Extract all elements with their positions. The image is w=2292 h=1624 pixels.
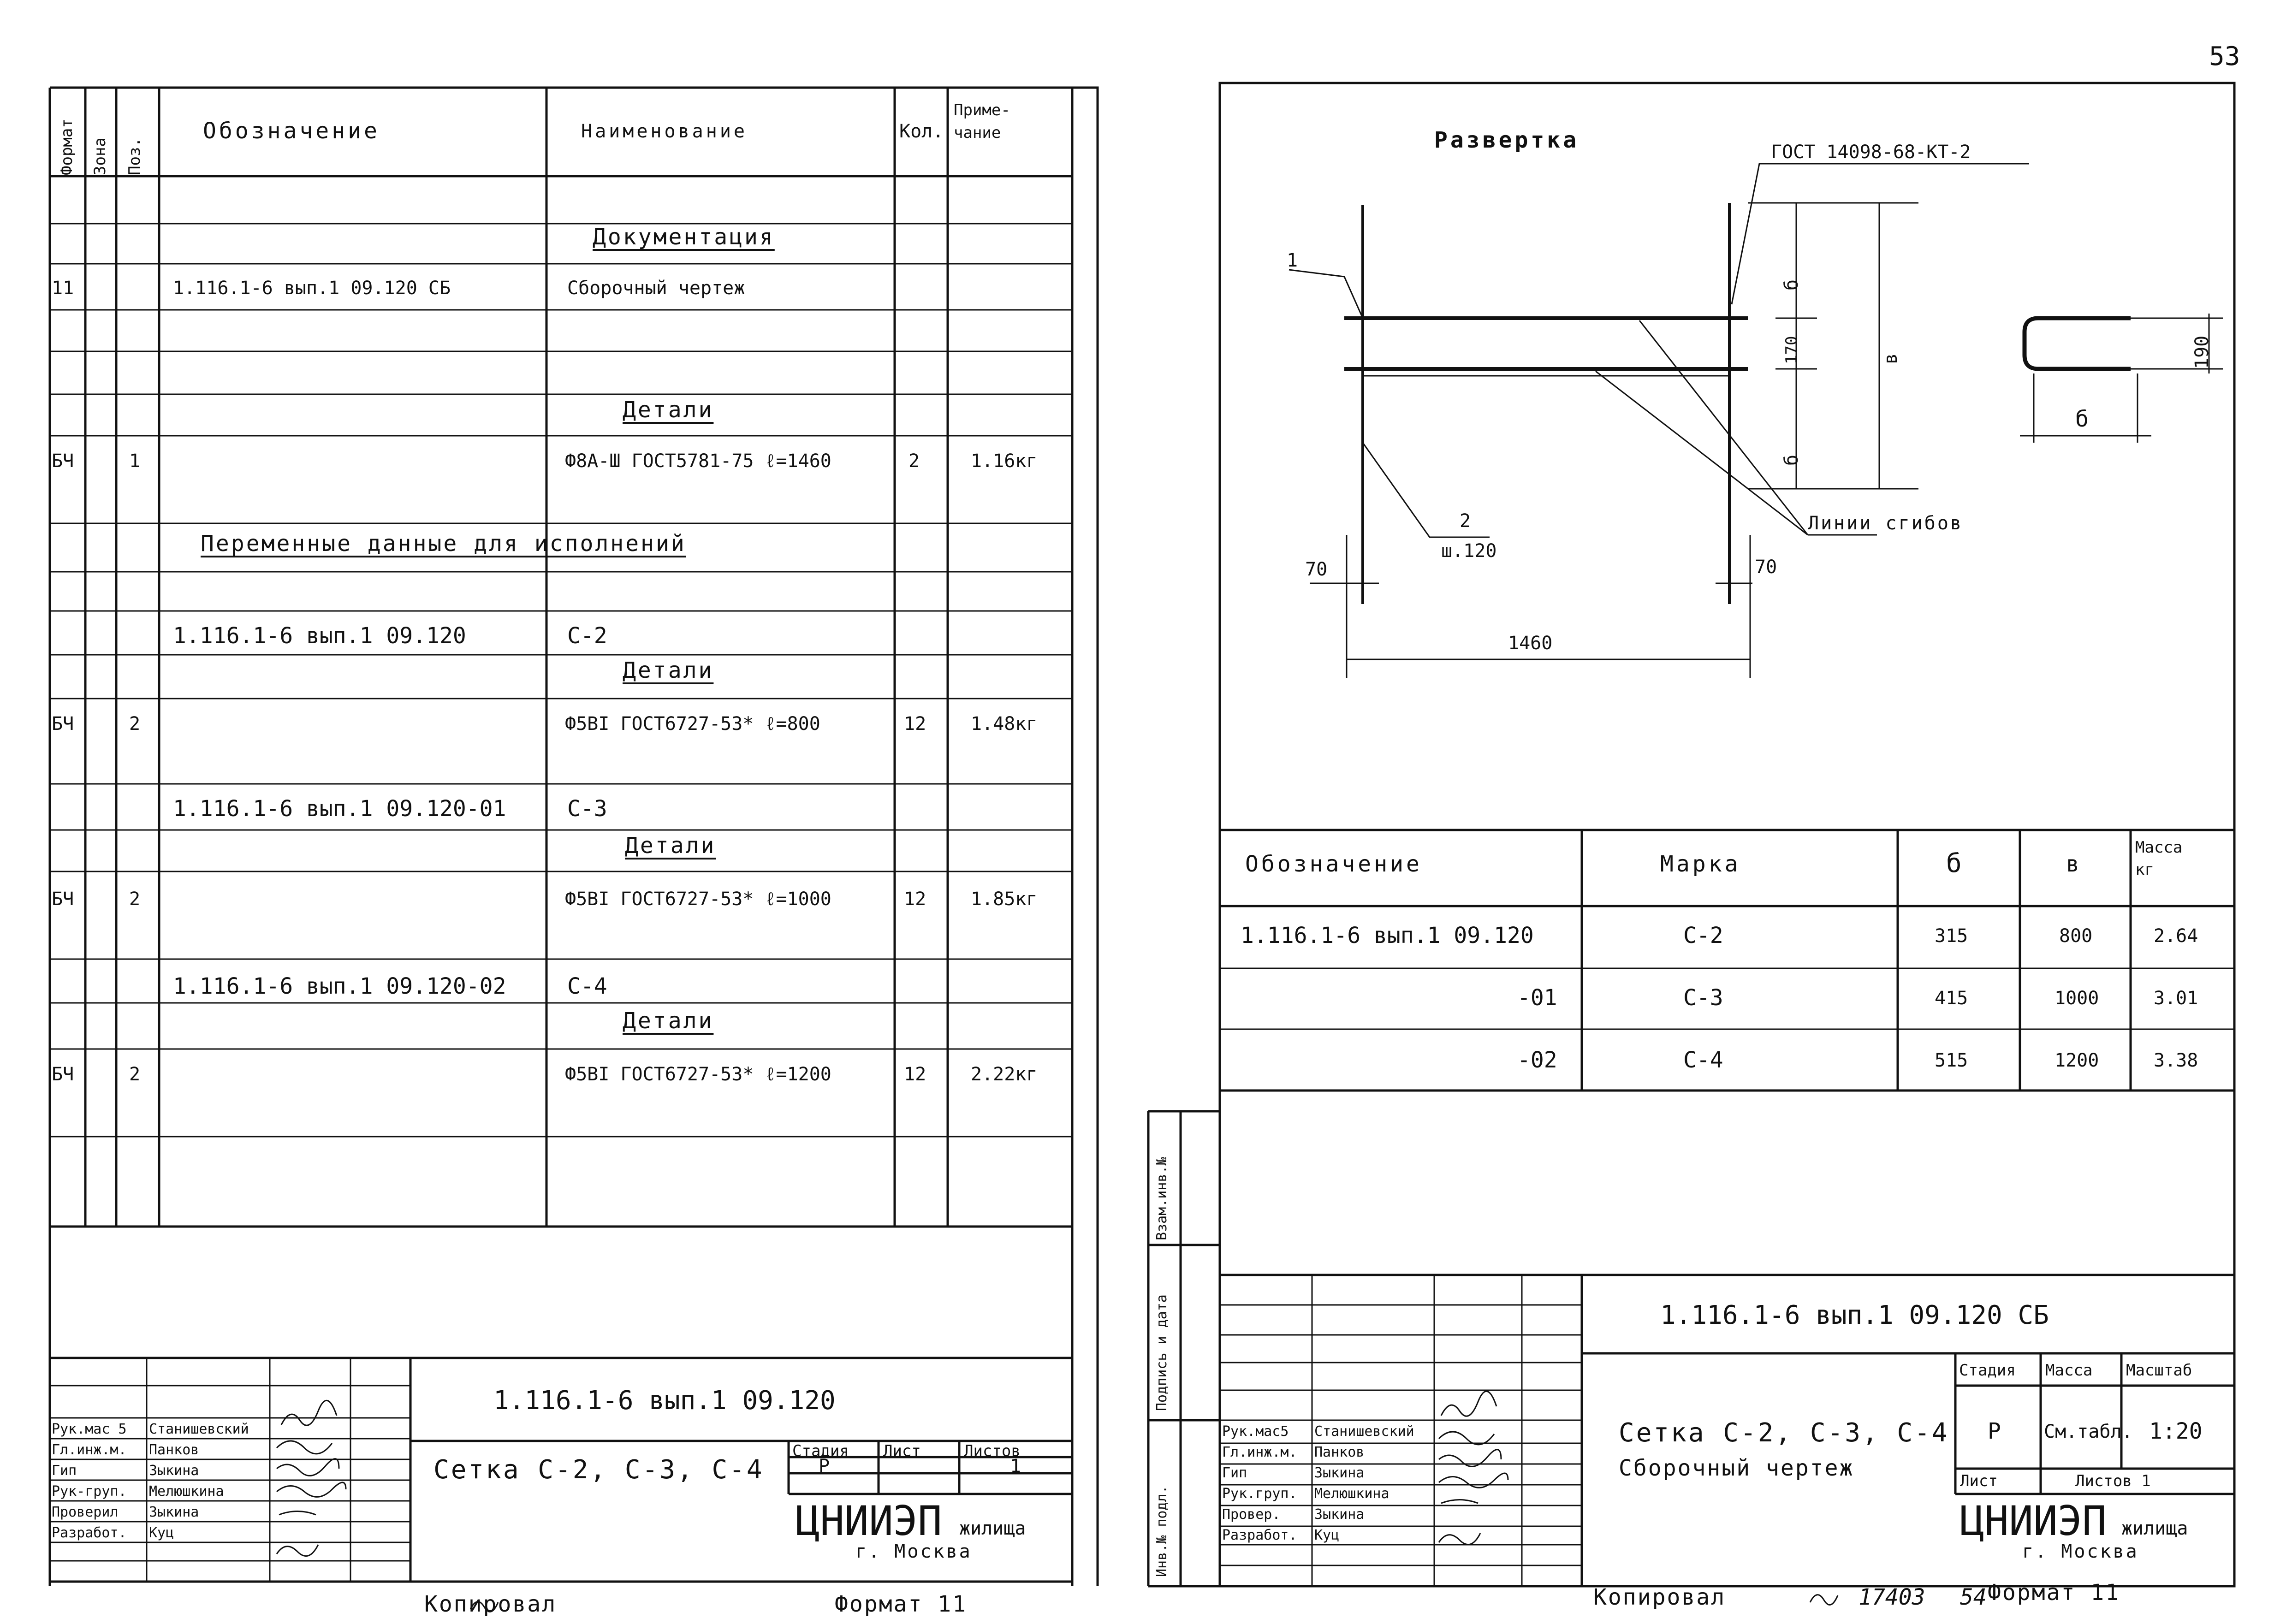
table-cell-mass: 3.38 xyxy=(2154,1050,2198,1071)
section-variable-data: Переменные данные для исполнений xyxy=(201,531,686,557)
org-logo: ЦНИИЭП xyxy=(796,1497,942,1545)
format-label: Формат 11 xyxy=(835,1591,968,1617)
role-label: Разработ. xyxy=(52,1525,127,1541)
doc-code: 1.116.1-6 вып.1 09.120 СБ xyxy=(1660,1300,2049,1330)
stage-label: Стадия xyxy=(792,1442,849,1460)
org-logo: ЦНИИЭП xyxy=(1960,1497,2107,1545)
section-heading: Детали xyxy=(623,397,714,423)
table-cell-designation: -02 xyxy=(1517,1047,1557,1073)
drawing-title: Сетка С-2, С-3, С-4 xyxy=(433,1455,764,1485)
table-cell-v: 1200 xyxy=(2054,1050,2099,1071)
person-name: Куц xyxy=(149,1525,174,1541)
stage-value: Р xyxy=(819,1456,830,1477)
row-name: Ф5ВI ГОСТ6727-53* ℓ=800 xyxy=(565,713,820,735)
org-city: г. Москва xyxy=(855,1541,972,1562)
row-format: БЧ xyxy=(52,450,74,472)
dim-190: 190 xyxy=(2191,335,2213,369)
role-label: Рук-груп. xyxy=(52,1483,127,1500)
row-qty: 12 xyxy=(904,713,926,735)
dim-1460: 1460 xyxy=(1508,633,1553,654)
table-cell-b: 415 xyxy=(1935,988,1968,1009)
side-stamp-replaced-inv: Взам.инв.№ xyxy=(1154,1157,1170,1240)
row-name: Ф5ВI ГОСТ6727-53* ℓ=1200 xyxy=(565,1064,831,1085)
col-header-designation: Обозначение xyxy=(203,118,380,144)
copy-number: 17403 xyxy=(1859,1584,1925,1610)
row-format: 11 xyxy=(52,278,74,299)
dim-70-left: 70 xyxy=(1305,559,1328,580)
row-designation: 1.116.1-6 вып.1 09.120-02 xyxy=(173,973,506,999)
row-name: С-2 xyxy=(567,623,607,649)
drawing-subtitle: Сборочный чертеж xyxy=(1619,1455,1854,1481)
role-label: Разработ. xyxy=(1222,1527,1297,1543)
gost-reference: ГОСТ 14098-68-КТ-2 xyxy=(1771,142,1971,163)
role-label: Гл.инж.м. xyxy=(52,1442,127,1458)
person-name: Мелюшкина xyxy=(1314,1486,1389,1502)
format-label: Формат 11 xyxy=(1988,1580,2120,1606)
row-name: Ф5ВI ГОСТ6727-53* ℓ=1000 xyxy=(565,889,831,910)
col-header-pos: Поз. xyxy=(125,137,144,175)
role-label: Провер. xyxy=(1222,1506,1281,1523)
role-label: Рук.груп. xyxy=(1222,1486,1297,1502)
stage-value: Р xyxy=(1988,1418,2001,1444)
row-format: БЧ xyxy=(52,889,74,910)
table-cell-b: 515 xyxy=(1935,1050,1968,1071)
role-label: Гип xyxy=(52,1463,77,1479)
table-cell-mark: С-3 xyxy=(1683,985,1723,1011)
role-label: Гип xyxy=(1222,1465,1247,1481)
table-cell-designation: 1.116.1-6 вып.1 09.120 xyxy=(1241,923,1534,948)
dim-b-bottom: б xyxy=(1781,454,1802,466)
doc-code: 1.116.1-6 вып.1 09.120 xyxy=(493,1386,836,1416)
mass-value: См.табл. xyxy=(2044,1421,2133,1442)
person-name: Зыкина xyxy=(1314,1465,1365,1481)
step-label: ш.120 xyxy=(1441,540,1497,562)
row-name: Сборочный чертеж xyxy=(567,278,745,299)
person-name: Куц xyxy=(1314,1527,1340,1543)
col-header-note: Приме- чание xyxy=(954,101,1010,142)
row-pos: 2 xyxy=(129,1064,141,1085)
row-designation: 1.116.1-6 вып.1 09.120 xyxy=(173,623,466,649)
sheet-number: 54 xyxy=(1960,1584,1987,1610)
role-label: Проверил xyxy=(52,1504,119,1520)
section-heading: Детали xyxy=(625,833,716,859)
mass-label: Масса xyxy=(2045,1361,2093,1380)
table-cell-mass: 3.01 xyxy=(2154,988,2198,1009)
section-heading: Документация xyxy=(593,224,775,250)
org-name: жилища xyxy=(2121,1518,2188,1539)
row-name: С-4 xyxy=(567,973,607,999)
table-header-mark: Марка xyxy=(1660,851,1741,877)
person-name: Зыкина xyxy=(149,1504,199,1520)
page-number: 53 xyxy=(2209,41,2240,71)
person-name: Станишевский xyxy=(1314,1423,1414,1440)
row-note: 1.48кг xyxy=(971,713,1038,735)
sheets-value: 1 xyxy=(1010,1456,1021,1477)
col-header-name: Наименование xyxy=(581,121,748,142)
row-pos: 2 xyxy=(129,889,141,910)
row-format: БЧ xyxy=(52,1064,74,1085)
person-name: Панков xyxy=(149,1442,199,1458)
dim-70-right: 70 xyxy=(1755,557,1777,578)
table-header-designation: Обозначение xyxy=(1245,851,1422,877)
col-header-zone: Зона xyxy=(91,137,109,175)
org-city: г. Москва xyxy=(2022,1541,2139,1562)
dim-170: 170 xyxy=(1782,336,1801,364)
drawing-title: Развертка xyxy=(1434,127,1579,153)
row-note: 1.16кг xyxy=(971,450,1038,472)
table-cell-v: 1000 xyxy=(2054,988,2099,1009)
dim-b-top: б xyxy=(1781,279,1802,290)
sheet-label: Лист xyxy=(1960,1472,1998,1490)
scale-value: 1:20 xyxy=(2149,1418,2203,1444)
leader-label-2: 2 xyxy=(1460,510,1471,532)
side-stamp-inv-no: Инв.№ подл. xyxy=(1154,1485,1170,1577)
sheet-label: Лист xyxy=(883,1442,921,1460)
person-name: Станишевский xyxy=(149,1421,249,1437)
copied-by: Копировал xyxy=(1593,1584,1726,1610)
row-note: 2.22кг xyxy=(971,1064,1038,1085)
bend-lines-label: Линии сгибов xyxy=(1808,513,1963,534)
person-name: Зыкина xyxy=(1314,1506,1365,1523)
table-cell-designation: -01 xyxy=(1517,985,1557,1011)
side-stamp-signature-date: Подпись и дата xyxy=(1154,1294,1170,1411)
role-label: Рук.мас 5 xyxy=(52,1421,127,1437)
sheets-label: Листов 1 xyxy=(2075,1472,2151,1490)
dim-b-profile: б xyxy=(2075,406,2089,432)
role-label: Рук.мас5 xyxy=(1222,1423,1289,1440)
row-qty: 12 xyxy=(904,1064,926,1085)
row-qty: 2 xyxy=(908,450,920,472)
leader-label-1: 1 xyxy=(1287,250,1298,271)
row-note: 1.85кг xyxy=(971,889,1038,910)
row-pos: 2 xyxy=(129,713,141,735)
row-name: С-3 xyxy=(567,796,607,822)
row-designation: 1.116.1-6 вып.1 09.120 СБ xyxy=(173,278,451,299)
table-header-v: в xyxy=(2066,851,2079,877)
person-name: Панков xyxy=(1314,1444,1365,1460)
person-name: Зыкина xyxy=(149,1463,199,1479)
stage-label: Стадия xyxy=(1959,1361,2016,1380)
section-heading: Детали xyxy=(623,658,714,683)
dim-v: в xyxy=(1880,353,1901,364)
copied-by: Копировал xyxy=(424,1591,557,1617)
table-cell-mark: С-4 xyxy=(1683,1047,1723,1073)
table-header-mass: Масса кг xyxy=(2135,838,2183,879)
row-format: БЧ xyxy=(52,713,74,735)
col-header-qty: Кол. xyxy=(899,121,944,142)
drawing-title: Сетка С-2, С-3, С-4 xyxy=(1619,1418,1949,1448)
row-designation: 1.116.1-6 вып.1 09.120-01 xyxy=(173,796,506,822)
col-header-format: Формат xyxy=(58,119,76,175)
person-name: Мелюшкина xyxy=(149,1483,224,1500)
table-cell-v: 800 xyxy=(2059,925,2093,947)
table-cell-mass: 2.64 xyxy=(2154,925,2198,947)
table-cell-b: 315 xyxy=(1935,925,1968,947)
row-pos: 1 xyxy=(129,450,141,472)
org-name: жилища xyxy=(959,1518,1026,1539)
sheets-label: Листов xyxy=(964,1442,1021,1460)
table-header-b: б xyxy=(1946,848,1962,878)
role-label: Гл.инж.м. xyxy=(1222,1444,1297,1460)
table-cell-mark: С-2 xyxy=(1683,923,1723,948)
row-name: Ф8А-Ш ГОСТ5781-75 ℓ=1460 xyxy=(565,450,831,472)
row-qty: 12 xyxy=(904,889,926,910)
section-heading: Детали xyxy=(623,1008,714,1034)
scale-label: Масштаб xyxy=(2126,1361,2192,1380)
